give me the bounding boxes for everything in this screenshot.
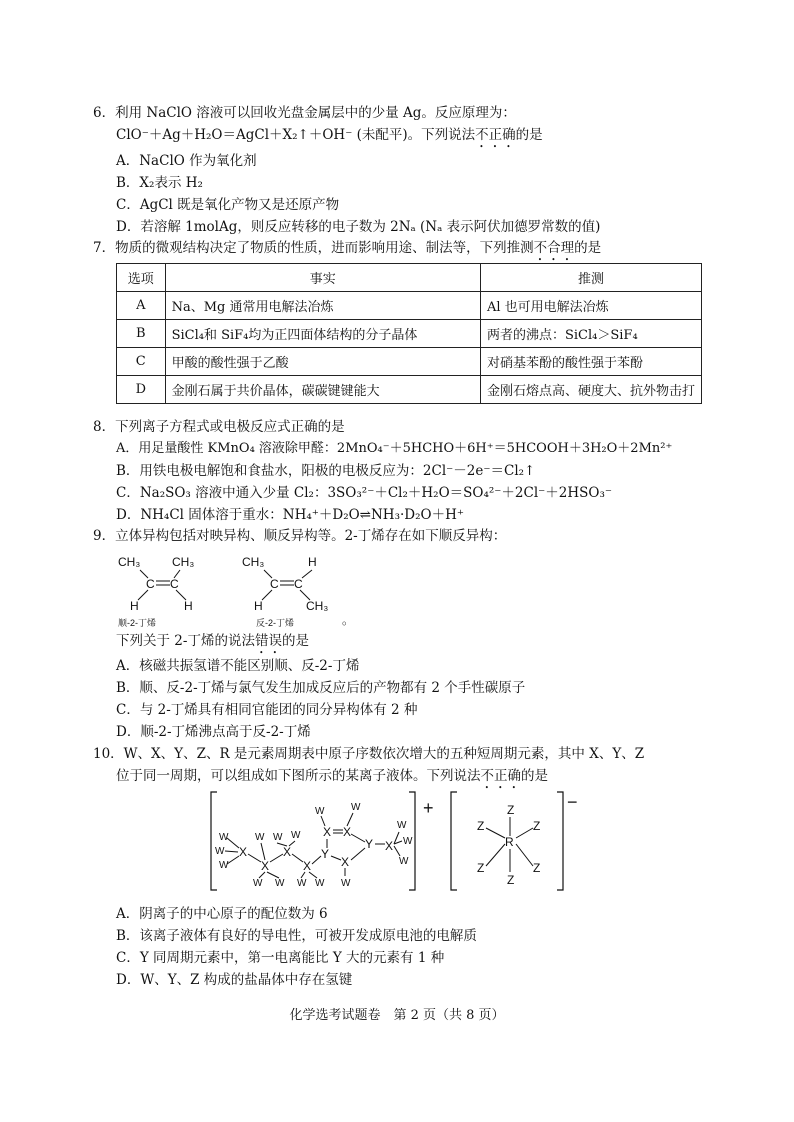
q6-stem-a: 6．利用 NaClO 溶液可以回收光盘金属层中的少量 Ag。反应原理为： (93, 105, 516, 121)
table-row (117, 292, 702, 320)
table-header-cell: 事实 (165, 264, 480, 292)
atom-z: Z (477, 861, 485, 875)
atom-w: W (351, 802, 361, 813)
atom-z: Z (507, 803, 515, 817)
q9-option-d: D．顺-2-丁烯沸点高于反-2-丁烯 (116, 724, 311, 740)
atom-r: R (505, 835, 514, 849)
butene-structures (110, 548, 360, 628)
table-cell: Al 也可用电解法冶炼 (480, 292, 701, 320)
q6-emphasis: 不正确 (475, 127, 516, 143)
trans-ch3-top: CH₃ (242, 555, 265, 569)
atom-x: X (261, 859, 270, 873)
cation-charge: + (423, 798, 434, 818)
trans-ch3-bottom: CH₃ (306, 599, 329, 613)
atom-x: X (303, 859, 312, 873)
trans-c2: C (294, 577, 303, 591)
q10-option-d: D．W、Y、Z 构成的盐晶体中存在氢键 (116, 972, 353, 988)
atom-w: W (215, 846, 225, 857)
atom-z: Z (477, 819, 485, 833)
atom-w: W (397, 820, 407, 831)
atom-z: Z (533, 861, 541, 875)
atom-z: Z (533, 819, 541, 833)
table-cell: 金刚石熔点高、硬度大、抗外物击打 (480, 376, 701, 404)
table-cell: 金刚石属于共价晶体，碳碳键键能大 (165, 376, 480, 404)
q9-option-b: B．顺、反-2-丁烯与氯气发生加成反应后的产物都有 2 个手性碳原子 (116, 680, 526, 696)
table-row (117, 348, 702, 376)
cis-ch3-left: CH₃ (118, 555, 141, 569)
table-cell: C (117, 348, 166, 376)
atom-x: X (385, 839, 394, 853)
table-cell: 甲酸的酸性强于乙酸 (165, 348, 480, 376)
table-header-cell: 推测 (480, 264, 701, 292)
table-header-cell: 选项 (117, 264, 166, 292)
anion-charge: − (567, 792, 578, 812)
atom-w: W (315, 878, 325, 889)
atom-w: W (291, 830, 301, 841)
q8-stem: 8．下列离子方程式或电极反应式正确的是 (93, 419, 345, 435)
atom-w: W (219, 832, 229, 843)
cis-c2: C (170, 577, 179, 591)
cis-ch3-right: CH₃ (172, 555, 195, 569)
q8-option-c: C．Na₂SO₃ 溶液中通入少量 Cl₂：3SO₃²⁻＋Cl₂＋H₂O＝SO₄²⁻＋2Cl⁻＋2HSO₃⁻ (116, 485, 612, 501)
trans-label: 反-2-丁烯 (256, 618, 294, 628)
atom-w: W (315, 806, 325, 817)
atom-w: W (297, 878, 307, 889)
cis-c1: C (146, 577, 155, 591)
q10-stem-b: 位于同一周期，可以组成如下图所示的某离子液体。下列说法不正确的是 (116, 768, 548, 784)
ionic-liquid-structure (205, 788, 625, 896)
atom-x: X (341, 855, 350, 869)
bond-lines (138, 570, 312, 600)
q10-option-b: B．该离子液体有良好的导电性，可被开发成原电池的电解质 (116, 928, 477, 944)
atom-x: X (283, 845, 292, 859)
table-row (117, 376, 702, 404)
table-header-row (117, 264, 702, 292)
q6-option-b: B．X₂表示 H₂ (116, 175, 203, 191)
table-cell: D (117, 376, 166, 404)
q8-option-b: B．用铁电极电解饱和食盐水，阳极的电极反应为：2Cl⁻－2e⁻＝Cl₂↑ (116, 463, 536, 479)
q10-stem-a: 10．W、X、Y、Z、R 是元素周期表中原子序数依次增大的五种短周期元素，其中 X、Y、Z (93, 746, 645, 762)
q6-option-d: D．若溶解 1molAg，则反应转移的电子数为 2Nₐ (Nₐ 表示阿伏加德罗常数的值) (116, 219, 601, 235)
atom-w: W (399, 856, 409, 867)
trans-h-bottom: H (254, 599, 263, 613)
q6-option-a: A．NaClO 作为氧化剂 (116, 153, 257, 169)
ion-bond-lines (225, 813, 533, 878)
q7-stem: 7．物质的微观结构决定了物质的性质，进而影响用途、制法等，下列推测不合理的是 (93, 240, 602, 256)
trans-c1: C (270, 577, 279, 591)
cis-h-right: H (184, 599, 193, 613)
q8-option-d: D．NH₄Cl 固体溶于重水：NH₄⁺＋D₂O⇌NH₃·D₂O＋H⁺ (116, 507, 464, 523)
q10-option-c: C．Y 同周期元素中，第一电离能比 Y 大的元素有 1 种 (116, 950, 445, 966)
q7-table (116, 263, 702, 404)
q9-option-c: C．与 2-丁烯具有相同官能团的同分异构体有 2 种 (116, 702, 418, 718)
page-footer: 化学选考试题卷 第 2 页（共 8 页） (289, 1008, 505, 1023)
q9-stem: 9．立体异构包括对映异构、顺反异构等。2-丁烯存在如下顺反异构： (93, 528, 507, 544)
atom-w: W (219, 860, 229, 871)
atom-w: W (255, 832, 265, 843)
atom-y: Y (365, 837, 374, 851)
q6-option-c: C．AgCl 既是氧化产物又是还原产物 (116, 197, 340, 213)
atom-x: X (323, 825, 332, 839)
q9-substem: 下列关于 2-丁烯的说法错误的是 (116, 633, 309, 649)
table-cell: Na、Mg 通常用电解法冶炼 (165, 292, 480, 320)
atom-w: W (273, 832, 283, 843)
table-cell: A (117, 292, 166, 320)
table-row (117, 320, 702, 348)
atom-w: W (341, 878, 351, 889)
table-cell: 两者的沸点：SiCl₄＞SiF₄ (480, 320, 701, 348)
atom-w: W (403, 836, 413, 847)
atom-x: X (239, 845, 248, 859)
cis-h-left: H (130, 599, 139, 613)
atom-z: Z (507, 873, 515, 887)
atom-w: W (253, 878, 263, 889)
table-cell: B (117, 320, 166, 348)
table-cell: 对硝基苯酚的酸性强于苯酚 (480, 348, 701, 376)
q10-option-a: A．阴离子的中心原子的配位数为 6 (116, 906, 328, 922)
atom-x: X (343, 825, 352, 839)
q8-option-a: A．用足量酸性 KMnO₄ 溶液除甲醛：2MnO₄⁻＋5HCHO＋6H⁺＝5HCOOH＋3H₂O＋2Mn²⁺ (116, 441, 673, 456)
atom-y: Y (321, 847, 330, 861)
q10-emphasis: 不正确 (480, 768, 521, 784)
q9-emphasis: 错误 (254, 633, 282, 649)
q9-period: 。 (342, 613, 355, 627)
atom-w: W (275, 878, 285, 889)
table-cell: SiCl₄和 SiF₄均为正四面体结构的分子晶体 (165, 320, 480, 348)
q9-option-a: A．核磁共振氢谱不能区别顺、反-2-丁烯 (116, 658, 360, 674)
cis-label: 顺-2-丁烯 (118, 618, 156, 628)
q6-stem-b: ClO⁻＋Ag＋H₂O＝AgCl＋X₂↑＋OH⁻ (未配平)。下列说法不正确的是 (116, 127, 543, 143)
trans-h-top: H (308, 555, 317, 569)
q7-emphasis: 不合理 (533, 240, 575, 256)
